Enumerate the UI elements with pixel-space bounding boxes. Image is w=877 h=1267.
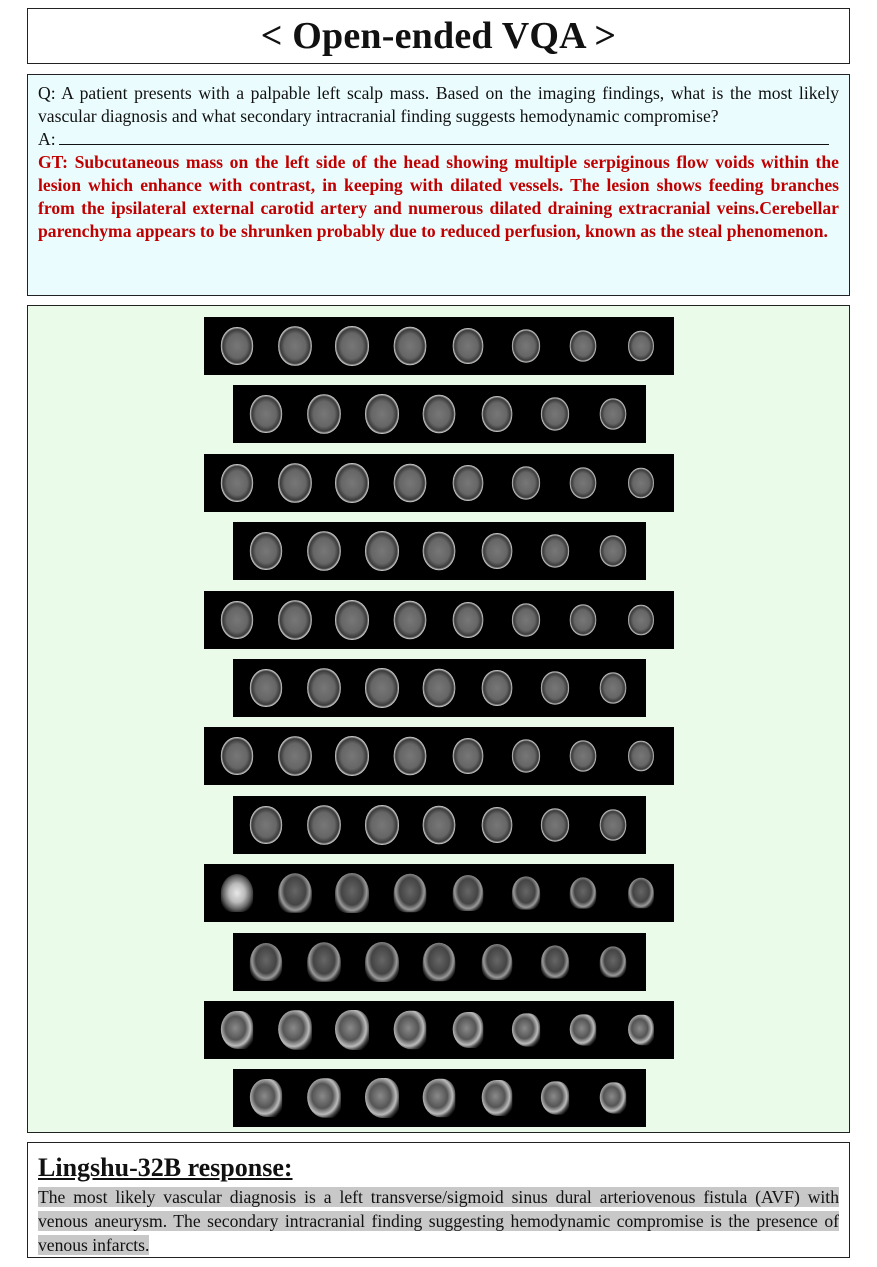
mri-slice-image	[448, 597, 488, 643]
answer-blank-line	[59, 130, 829, 145]
mri-slice-image	[246, 939, 286, 985]
mri-slice-image	[362, 391, 402, 437]
head-scan-shape	[394, 327, 427, 365]
head-scan-shape	[541, 671, 569, 704]
mri-slice-image	[246, 802, 286, 848]
question-text: Q: A patient presents with a palpable left scalp mass. Based on the imaging findings, what is the most likely vascular diagnosis and what secondary intracranial finding suggests hemodynamic compromise?	[38, 83, 839, 126]
mri-strip-2	[233, 385, 646, 443]
head-scan-shape	[365, 668, 399, 708]
response-text-block	[38, 1185, 839, 1257]
mri-slice-image	[563, 1007, 603, 1053]
head-scan-shape	[570, 878, 597, 909]
title-box	[27, 8, 850, 64]
mri-slice-image	[246, 391, 286, 437]
mri-slice-image	[304, 802, 344, 848]
head-scan-shape	[453, 602, 484, 638]
mri-slice-image	[246, 1075, 286, 1121]
head-scan-shape	[512, 877, 540, 910]
mri-slice-image	[332, 460, 372, 506]
mri-slice-image	[506, 1007, 546, 1053]
mri-slice-image	[362, 665, 402, 711]
mri-slice-image	[621, 733, 661, 779]
mri-slice-image	[304, 391, 344, 437]
mri-slice-image	[448, 460, 488, 506]
head-scan-shape	[423, 806, 456, 844]
mri-slice-image	[563, 323, 603, 369]
head-scan-shape	[600, 536, 627, 567]
head-scan-shape	[221, 1011, 253, 1049]
mri-slice-image	[593, 391, 633, 437]
head-scan-shape	[453, 1012, 484, 1048]
head-scan-shape	[423, 669, 456, 707]
mri-slice-image	[477, 665, 517, 711]
mri-slice-image	[275, 323, 315, 369]
head-scan-shape	[482, 807, 513, 843]
head-scan-shape	[628, 331, 654, 361]
mri-slice-image	[448, 733, 488, 779]
head-scan-shape	[570, 467, 597, 498]
head-scan-shape	[365, 394, 399, 434]
mri-slice-image	[563, 460, 603, 506]
mri-slice-image	[246, 528, 286, 574]
head-scan-shape	[278, 873, 312, 913]
mri-slice-image	[390, 460, 430, 506]
head-scan-shape	[365, 1078, 399, 1118]
mri-slice-image	[390, 1007, 430, 1053]
head-scan-shape	[628, 741, 654, 771]
mri-slice-image	[332, 597, 372, 643]
head-scan-shape	[250, 395, 282, 433]
mri-slice-image	[304, 665, 344, 711]
head-scan-shape	[307, 805, 341, 845]
head-scan-shape	[250, 532, 282, 570]
head-scan-shape	[250, 669, 282, 707]
head-scan-shape	[221, 737, 253, 775]
mri-slice-image	[563, 597, 603, 643]
head-scan-shape	[453, 738, 484, 774]
mri-strip-3	[204, 454, 674, 512]
mri-slice-image	[593, 528, 633, 574]
head-scan-shape	[600, 1083, 627, 1114]
mri-strip-8	[233, 796, 646, 854]
head-scan-shape	[600, 809, 627, 840]
mri-strip-12	[233, 1069, 646, 1127]
mri-slice-image	[332, 1007, 372, 1053]
mri-slice-image	[275, 733, 315, 779]
mri-slice-image	[535, 1075, 575, 1121]
mri-slice-image	[506, 733, 546, 779]
mri-slice-image	[593, 802, 633, 848]
head-scan-shape	[335, 736, 369, 776]
head-scan-shape	[394, 600, 427, 638]
mri-slice-image	[477, 939, 517, 985]
mri-slice-image	[621, 1007, 661, 1053]
answer-row	[38, 128, 839, 150]
head-scan-shape	[570, 330, 597, 361]
head-scan-shape	[278, 600, 312, 640]
mri-slice-image	[419, 1075, 459, 1121]
head-scan-shape	[541, 808, 569, 841]
mri-slice-image	[275, 597, 315, 643]
mri-slice-image	[477, 802, 517, 848]
mri-slice-image	[593, 665, 633, 711]
mri-slice-image	[390, 870, 430, 916]
mri-slice-image	[535, 528, 575, 574]
head-scan-shape	[482, 396, 513, 432]
mri-slice-image	[275, 460, 315, 506]
head-scan-shape	[423, 942, 456, 980]
mri-slice-image	[419, 802, 459, 848]
mri-slice-image	[275, 870, 315, 916]
head-scan-shape	[628, 878, 654, 908]
mri-slice-image	[535, 665, 575, 711]
head-scan-shape	[365, 942, 399, 982]
head-scan-shape	[541, 1082, 569, 1115]
head-scan-shape	[221, 601, 253, 639]
mri-slice-image	[621, 870, 661, 916]
mri-strip-7	[204, 727, 674, 785]
ground-truth-text: GT: Subcutaneous mass on the left side of the head showing multiple serpiginous flow voids within the lesion which enhance with contrast, in keeping with dilated vessels. The lesion shows feeding branches from the ipsilateral external carotid artery and numerous dilated draining extracranial veins.Cerebellar parenchyma appears to be shrunken probably due to reduced perfusion, known as the steal phenomenon.	[38, 152, 839, 241]
response-panel	[27, 1142, 850, 1258]
mri-slice-image	[448, 1007, 488, 1053]
mri-slice-image	[448, 323, 488, 369]
head-scan-shape	[512, 466, 540, 499]
image-panel	[27, 305, 850, 1133]
mri-slice-image	[419, 528, 459, 574]
head-scan-shape	[541, 535, 569, 568]
mri-slice-image	[621, 323, 661, 369]
head-scan-shape	[482, 670, 513, 706]
head-scan-shape	[570, 1014, 597, 1045]
mri-slice-image	[506, 460, 546, 506]
head-scan-shape	[307, 395, 341, 435]
head-scan-shape	[278, 1010, 312, 1050]
mri-slice-image	[332, 733, 372, 779]
mri-strip-10	[233, 933, 646, 991]
mri-slice-image	[448, 870, 488, 916]
head-scan-shape	[221, 874, 253, 912]
mri-slice-image	[362, 528, 402, 574]
head-scan-shape	[335, 326, 369, 366]
mri-slice-image	[477, 391, 517, 437]
mri-slice-image	[506, 323, 546, 369]
head-scan-shape	[453, 875, 484, 911]
head-scan-shape	[628, 1015, 654, 1045]
head-scan-shape	[365, 805, 399, 845]
head-scan-shape	[278, 326, 312, 366]
mri-slice-image	[217, 597, 257, 643]
mri-slice-image	[506, 597, 546, 643]
mri-strip-5	[204, 591, 674, 649]
head-scan-shape	[250, 806, 282, 844]
mri-slice-image	[246, 665, 286, 711]
mri-slice-image	[217, 870, 257, 916]
head-scan-shape	[250, 943, 282, 981]
head-scan-shape	[278, 463, 312, 503]
mri-slice-image	[332, 323, 372, 369]
mri-strip-1	[204, 317, 674, 375]
mri-slice-image	[304, 1075, 344, 1121]
head-scan-shape	[541, 945, 569, 978]
head-scan-shape	[600, 399, 627, 430]
head-scan-shape	[570, 604, 597, 635]
head-scan-shape	[365, 531, 399, 571]
mri-slice-image	[593, 939, 633, 985]
head-scan-shape	[335, 1010, 369, 1050]
head-scan-shape	[482, 533, 513, 569]
head-scan-shape	[482, 944, 513, 980]
head-scan-shape	[570, 741, 597, 772]
mri-slice-image	[332, 870, 372, 916]
response-text: The most likely vascular diagnosis is a left transverse/sigmoid sinus dural arteriovenous fistula (AVF) with venous aneurysm. The secondary intracranial finding suggesting hemodynamic compromise is the presence of venous infarcts.	[38, 1187, 839, 1255]
head-scan-shape	[423, 1079, 456, 1117]
mri-strip-11	[204, 1001, 674, 1059]
mri-slice-image	[390, 323, 430, 369]
mri-slice-image	[419, 939, 459, 985]
mri-slice-image	[506, 870, 546, 916]
head-scan-shape	[482, 1080, 513, 1116]
head-scan-shape	[307, 531, 341, 571]
mri-slice-image	[477, 528, 517, 574]
head-scan-shape	[221, 327, 253, 365]
head-scan-shape	[512, 603, 540, 636]
head-scan-shape	[512, 740, 540, 773]
mri-slice-image	[390, 597, 430, 643]
mri-slice-image	[621, 460, 661, 506]
mri-slice-image	[362, 1075, 402, 1121]
head-scan-shape	[541, 398, 569, 431]
head-scan-shape	[512, 329, 540, 362]
head-scan-shape	[423, 532, 456, 570]
mri-slice-image	[563, 733, 603, 779]
head-scan-shape	[278, 737, 312, 777]
mri-slice-image	[275, 1007, 315, 1053]
mri-strip-6	[233, 659, 646, 717]
mri-slice-image	[563, 870, 603, 916]
mri-slice-image	[217, 1007, 257, 1053]
head-scan-shape	[335, 873, 369, 913]
question-panel	[27, 74, 850, 296]
head-scan-shape	[307, 1079, 341, 1119]
head-scan-shape	[628, 468, 654, 498]
mri-slice-image	[535, 802, 575, 848]
mri-slice-image	[217, 460, 257, 506]
head-scan-shape	[600, 672, 627, 703]
head-scan-shape	[307, 942, 341, 982]
head-scan-shape	[250, 1079, 282, 1117]
mri-slice-image	[535, 391, 575, 437]
mri-slice-image	[593, 1075, 633, 1121]
mri-strip-4	[233, 522, 646, 580]
head-scan-shape	[307, 668, 341, 708]
page-title: < Open-ended VQA >	[260, 15, 617, 57]
mri-slice-image	[419, 391, 459, 437]
mri-slice-image	[535, 939, 575, 985]
mri-slice-image	[390, 733, 430, 779]
head-scan-shape	[394, 737, 427, 775]
mri-slice-image	[217, 733, 257, 779]
mri-slice-image	[304, 939, 344, 985]
head-scan-shape	[512, 1013, 540, 1046]
answer-label: A:	[38, 129, 56, 149]
response-title: Lingshu-32B response:	[38, 1153, 293, 1182]
head-scan-shape	[453, 328, 484, 364]
head-scan-shape	[453, 465, 484, 501]
head-scan-shape	[394, 1011, 427, 1049]
head-scan-shape	[335, 600, 369, 640]
mri-slice-image	[419, 665, 459, 711]
head-scan-shape	[394, 464, 427, 502]
mri-strip-9	[204, 864, 674, 922]
mri-slice-image	[304, 528, 344, 574]
head-scan-shape	[423, 395, 456, 433]
head-scan-shape	[394, 874, 427, 912]
mri-slice-image	[362, 802, 402, 848]
head-scan-shape	[335, 463, 369, 503]
head-scan-shape	[628, 604, 654, 634]
head-scan-shape	[600, 946, 627, 977]
head-scan-shape	[221, 464, 253, 502]
mri-slice-image	[217, 323, 257, 369]
mri-slice-image	[477, 1075, 517, 1121]
mri-slice-image	[621, 597, 661, 643]
mri-slice-image	[362, 939, 402, 985]
